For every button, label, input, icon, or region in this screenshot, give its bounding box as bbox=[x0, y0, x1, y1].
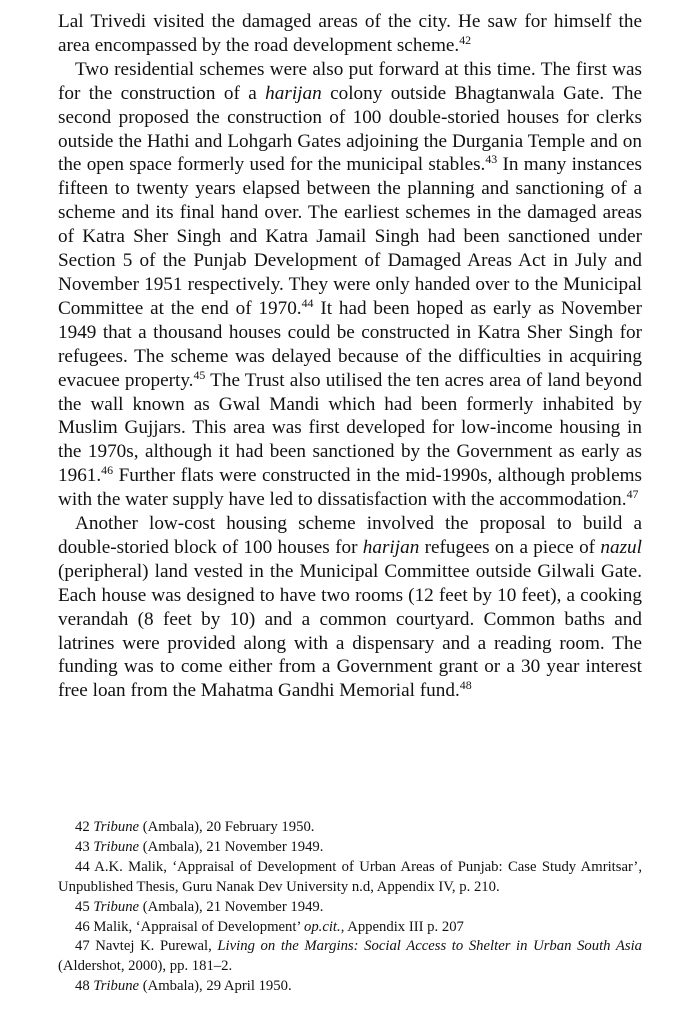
footnote bbox=[58, 937, 642, 977]
text-run: (peripheral) land vested in the Municipal Committee outside Gilwali Gate. Each house was designed to have two rooms (12 feet by 10 feet), a cooking verandah (8 feet by 10) and a common courtyard. Common baths and latrines were provided along with a dispensary and a reading room. The funding was to come either from a Government grant or a 30 year interest free loan from the Mahatma Gandhi Memorial fund. bbox=[58, 560, 642, 702]
footnote bbox=[58, 818, 642, 838]
text-run: 42 bbox=[75, 819, 94, 835]
italic-run: Tribune bbox=[93, 819, 140, 835]
text-run: 43 bbox=[75, 838, 94, 855]
book-page bbox=[58, 10, 642, 995]
italic-run: harijan bbox=[362, 536, 420, 558]
footnote-ref: 44 bbox=[301, 295, 314, 310]
text-run: 44 A.K. Malik, ‘Appraisal of Development of Urban Areas of Punjab: Case Study Amritsar’, Unpublished Thesis, Guru Nanak Dev University n.d, Appendix IV, p. 210. bbox=[58, 858, 642, 895]
footnote bbox=[58, 977, 642, 997]
italic-run: op.cit. bbox=[303, 918, 341, 935]
text-run: (Ambala), 21 November 1949. bbox=[139, 898, 324, 915]
text-run: Further flats were constructed in the mid-1990s, although problems with the water supply have led to dissatisfaction with the accommodation. bbox=[58, 465, 642, 511]
text-run: 47 Navtej K. Purewal, bbox=[75, 938, 218, 955]
footnote-ref: 46 bbox=[101, 463, 114, 478]
text-run: , Appendix III p. 207 bbox=[340, 918, 464, 935]
footnote-ref: 48 bbox=[459, 678, 472, 693]
text-run: (Ambala), 29 April 1950. bbox=[139, 978, 292, 995]
body-text bbox=[58, 10, 642, 703]
footnote bbox=[58, 918, 642, 938]
text-run: 48 bbox=[75, 978, 94, 995]
footnote bbox=[58, 838, 642, 858]
text-run: (Ambala), 21 November 1949. bbox=[139, 838, 324, 855]
italic-run: Living on the Margins: Social Access to Shelter in Urban South Asia bbox=[217, 938, 642, 955]
text-run: refugees on a piece of bbox=[419, 536, 601, 558]
text-run: colony outside Bhagtanwala Gate. The second proposed the construction of 100 double-storied houses for clerks outside the Hathi and Lohgarh Gates adjoining the Durgania Temple and on the open space formerly used for the municipal stables. bbox=[58, 82, 642, 176]
italic-run: nazul bbox=[600, 536, 642, 558]
footnote bbox=[58, 858, 642, 898]
italic-run: Tribune bbox=[93, 898, 140, 915]
footnote-ref: 45 bbox=[193, 367, 206, 382]
italic-run: Tribune bbox=[93, 978, 140, 995]
text-run: In many instances fifteen to twenty years elapsed between the planning and sanctioning of a scheme and its final hand over. The earliest schemes in the damaged areas of Katra Sher Singh and Katra Jamail Singh had been sanctioned under Section 5 of the Punjab Development of Damaged Areas Act in July and November 1951 respectively. They were only handed over to the Municipal Committee at the end of 1970. bbox=[58, 154, 642, 319]
text-run: Two residential schemes were also put forward at this time. The first was for the construction of a bbox=[58, 58, 642, 104]
footnote-ref: 42 bbox=[459, 33, 472, 48]
paragraph bbox=[58, 512, 642, 703]
paragraph bbox=[58, 58, 642, 512]
footnote-ref: 43 bbox=[485, 152, 498, 167]
text-run: It had been hoped as early as November 1949 that a thousand houses could be constructed in Katra Sher Singh for refugees. The scheme was delayed because of the difficulties in acquiring evacuee property. bbox=[58, 297, 642, 391]
text-run: 45 bbox=[75, 898, 94, 915]
footnote-ref: 47 bbox=[626, 487, 639, 502]
text-run: The Trust also utilised the ten acres area of land beyond the wall known as Gwal Mandi which had been formerly inhabited by Muslim Gujjars. This area was first developed for low-income housing in the 1970s, although it had been sanctioned by the Government as early as 1961. bbox=[58, 369, 642, 487]
italic-run: Tribune bbox=[93, 838, 140, 855]
text-run: 46 Malik, ‘Appraisal of Development’ bbox=[75, 918, 304, 935]
text-run: Lal Trivedi visited the damaged areas of the city. He saw for himself the area encompassed by the road development scheme. bbox=[58, 11, 642, 56]
text-run: (Aldershot, 2000), pp. 181–2. bbox=[58, 958, 233, 975]
text-run: Another low-cost housing scheme involved the proposal to build a double-storied block of 100 houses for bbox=[58, 513, 642, 558]
footnote bbox=[58, 898, 642, 918]
text-run: (Ambala), 20 February 1950. bbox=[139, 819, 315, 835]
italic-run: harijan bbox=[265, 82, 322, 104]
footnotes bbox=[58, 818, 642, 997]
paragraph bbox=[58, 10, 642, 58]
